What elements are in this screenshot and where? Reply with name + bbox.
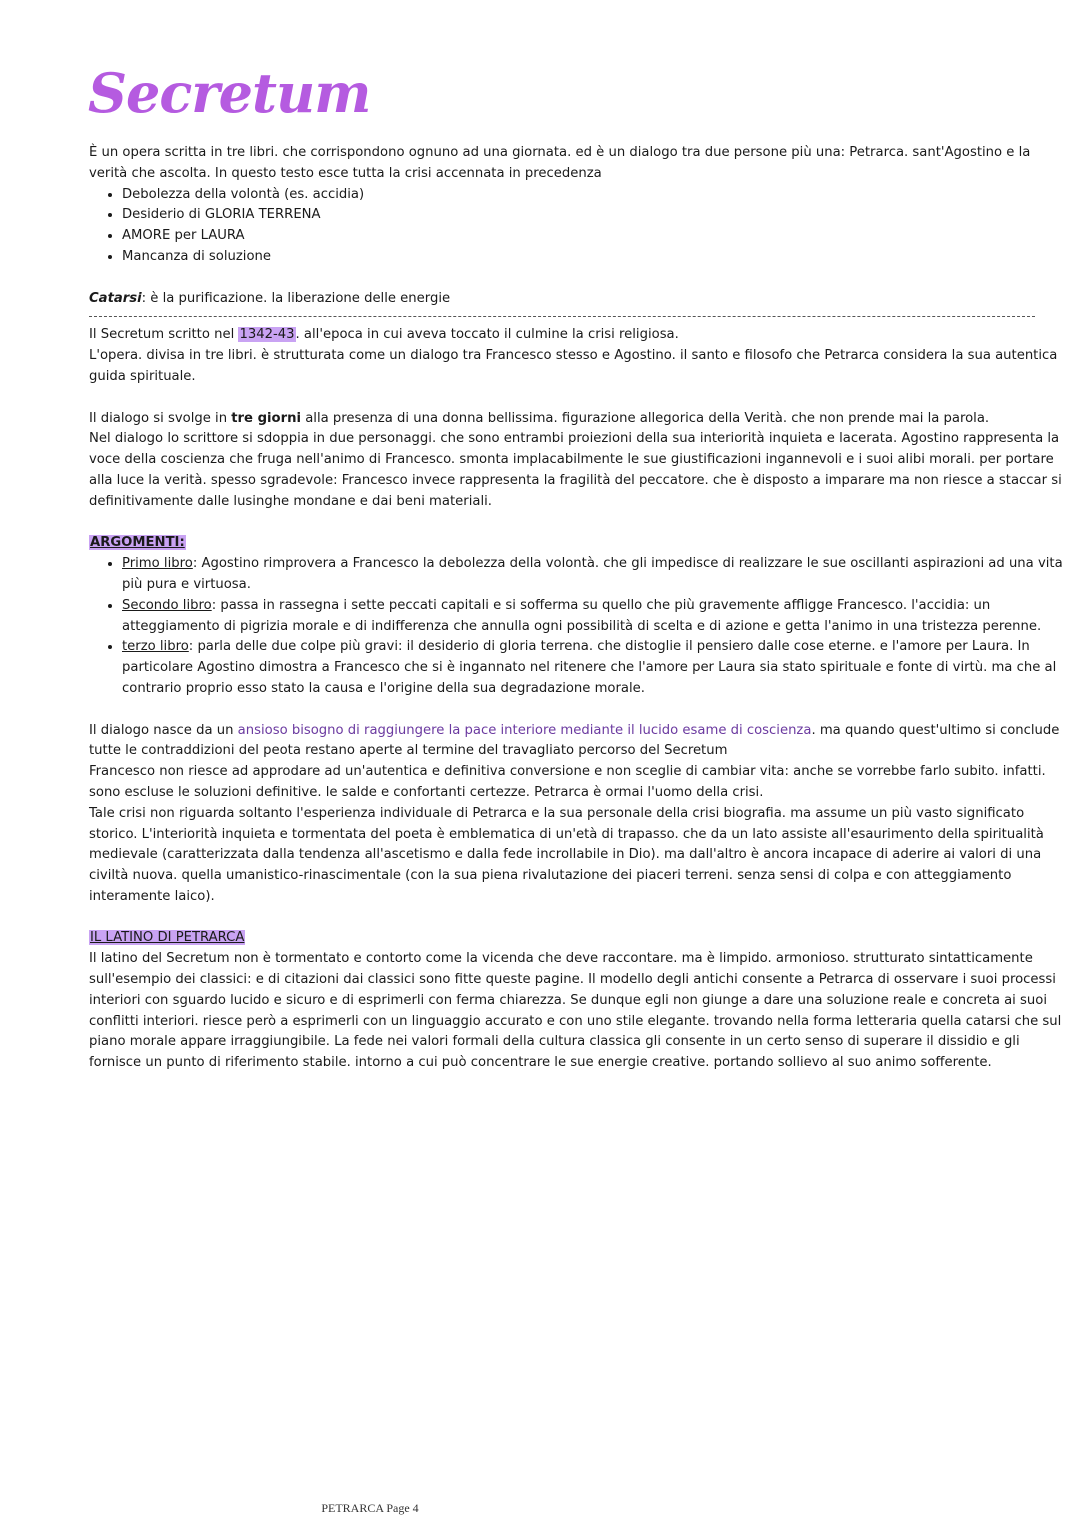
argomenti-item-sep: :	[211, 597, 221, 613]
intro-paragraph: È un opera scritta in tre libri. che corrispondono ognuno ad una giornata. ed è un dialogo tra due persone più una: Petrarca. sant'Agostino e la verità che ascolta. In questo testo esce tutta la crisi accennata in precedenza	[89, 145, 1031, 181]
latino-heading-row	[89, 928, 1071, 949]
page-content	[89, 143, 1071, 1074]
crisi-purple-text: ansioso bisogno di raggiungere la pace interiore mediante il lucido esame di coscienza	[237, 722, 812, 738]
catarsi-label: Catarsi	[89, 290, 142, 306]
crisi-text-post: . ma quando quest'ultimo si conclude tutte le contraddizioni del peota restano aperte al termine del travagliato percorso del Secretum	[89, 722, 1060, 759]
dashed-divider	[89, 316, 1035, 317]
dialogue-text-pre: Il dialogo si svolge in	[89, 410, 232, 426]
list-item	[122, 554, 1071, 596]
crisi-paragraph-line2: Francesco non riesce ad approdare ad un'autentica e definitiva conversione e non sceglie di cambiar vita: anche se vorrebbe farlo subito. infatti. sono escluse le soluzioni definitive. le salde e confortanti certezze. Petrarca è ormai l'uomo della crisi.	[89, 764, 1046, 800]
date-highlight: 1342-43	[239, 327, 295, 343]
list-item: • AMORE per LAURA	[122, 226, 1071, 247]
argomenti-item-label: Primo libro	[122, 556, 193, 572]
secretum-paragraph-line2: L'opera. divisa in tre libri. è strutturata come un dialogo tra Francesco stesso e Agostino. il santo e filosofo che Petrarca considera la sua autentica guida spirituale.	[89, 348, 1058, 384]
list-item: • Mancanza di soluzione	[122, 247, 1071, 268]
crisi-text-pre: Il dialogo nasce da un	[89, 722, 238, 738]
catarsi-definition	[89, 289, 1071, 310]
page-footer: PETRARCA Page 4	[321, 1501, 419, 1515]
argomenti-item-label: Secondo libro	[122, 597, 212, 613]
crisi-paragraph	[89, 721, 1071, 763]
list-item: • Desiderio di GLORIA TERRENA	[122, 205, 1071, 226]
dialogue-paragraph-line2: Nel dialogo lo scrittore si sdoppia in due personaggi. che sono entrambi proiezioni della sua interiorità inquieta e lacerata. Agostino rappresenta la voce della coscienza che fruga nell'animo di Francesco. smonta implacabilmente le sue giustificazioni ingannevoli e i suoi alibi morali. per portare alla luce la verità. spesso sgradevole: Francesco invece rappresenta la fragilità del peccatore. che è disposto a imparare ma non riesce a staccar si definitivamente dalle lusinghe mondane e dai beni materiali.	[89, 431, 1062, 509]
catarsi-text: : è la purificazione. la liberazione delle energie	[141, 290, 451, 306]
list-item	[122, 637, 1071, 699]
list-item: • Debolezza della volontà (es. accidia)	[122, 185, 1071, 206]
argomenti-item-sep: :	[188, 639, 198, 655]
argomenti-list	[89, 554, 1071, 700]
latino-heading: IL LATINO DI PETRARCA	[90, 930, 245, 946]
argomenti-item-label: terzo libro	[122, 639, 189, 655]
argomenti-heading-row	[89, 533, 1071, 554]
argomenti-item-sep: :	[192, 556, 202, 572]
page-title: Secretum	[88, 61, 371, 125]
crisi-paragraph-line3: Tale crisi non riguarda soltanto l'esperienza individuale di Petrarca e la sua personale della crisi biografia. ma assume un più vasto significato storico. L'interiorità inquieta e tormentata del poeta è emblematica di un'età di trapasso. che da un lato assiste all'esaurimento della spiritualità medievale (caratterizzata dalla tendenza all'ascetismo e dalla fede incrollabile in Dio). ma dall'altro è ancora incapace di aderire ai valori di una civiltà nuova. quella umanistico-rinascimentale (con la sua piena rivalutazione dei piaceri terreni. senza sensi di colpa e con atteggiamento interamente laico).	[89, 805, 1044, 904]
argomenti-item-text: passa in rassegna i sette peccati capitali e si sofferma su quello che più gravemente affligge Francesco. l'accidia: un atteggiamento di pigrizia morale e di indifferenza che annulla ogni possibilità di scelta e di azione e getta l'animo in una tristezza perenne.	[122, 597, 1042, 634]
secretum-text-post: . all'epoca in cui aveva toccato il culmine la crisi religiosa.	[295, 327, 679, 343]
argomenti-item-text: parla delle due colpe più gravi: il desiderio di gloria terrena. che distoglie il pensiero dalle cose eterne. e l'amore per Laura. In particolare Agostino dimostra a Francesco che si è ingannato nel ritenere che l'amore per Laura sia stato spirituale e fonte di virtù. ma che al contrario proprio esso stato la causa e l'origine della sua degradazione morale.	[122, 639, 1057, 696]
dialogue-paragraph	[89, 409, 1071, 430]
latino-paragraph: Il latino del Secretum non è tormentato e contorto come la vicenda che deve raccontare. ma è limpido. armonioso. strutturato sintatticamente sull'esempio dei classici: e di citazioni dai classici sono fitte queste pagine. Il modello degli antichi consente a Petrarca di osservare i suoi processi interiori con sguardo lucido e sicuro e di esprimerli con ferma chiarezza. Se dunque egli non giunge a dare una soluzione reale e concreta ai suoi conflitti interiori. riesce però a esprimerli con un linguaggio accurato e con uno stile elegante. trovando nella forma letteraria quella catarsi che sul piano morale appare irraggiungibile. La fede nei valori formali della cultura classica gli consente in un certo senso di superare il dissidio e gli fornisce un punto di riferimento stabile. intorno a cui può concentrare le sue energie creative. portando sollievo al suo animo sofferente.	[89, 951, 1062, 1071]
argomenti-item-text: Agostino rimprovera a Francesco la debolezza della volontà. che gli impedisce di realizzare le sue oscillanti aspirazioni ad una vita più pura e virtuosa.	[122, 556, 1063, 592]
secretum-text-pre: Il Secretum scritto nel	[89, 327, 239, 343]
argomenti-heading: ARGOMENTI:	[90, 535, 185, 551]
dialogue-text-post: alla presenza di una donna bellissima. figurazione allegorica della Verità. che non prende mai la parola.	[301, 410, 990, 426]
intro-bullet-list	[89, 185, 1071, 268]
secretum-paragraph	[89, 325, 1071, 346]
list-item	[122, 596, 1071, 638]
dialogue-bold: tre giorni	[231, 410, 302, 426]
